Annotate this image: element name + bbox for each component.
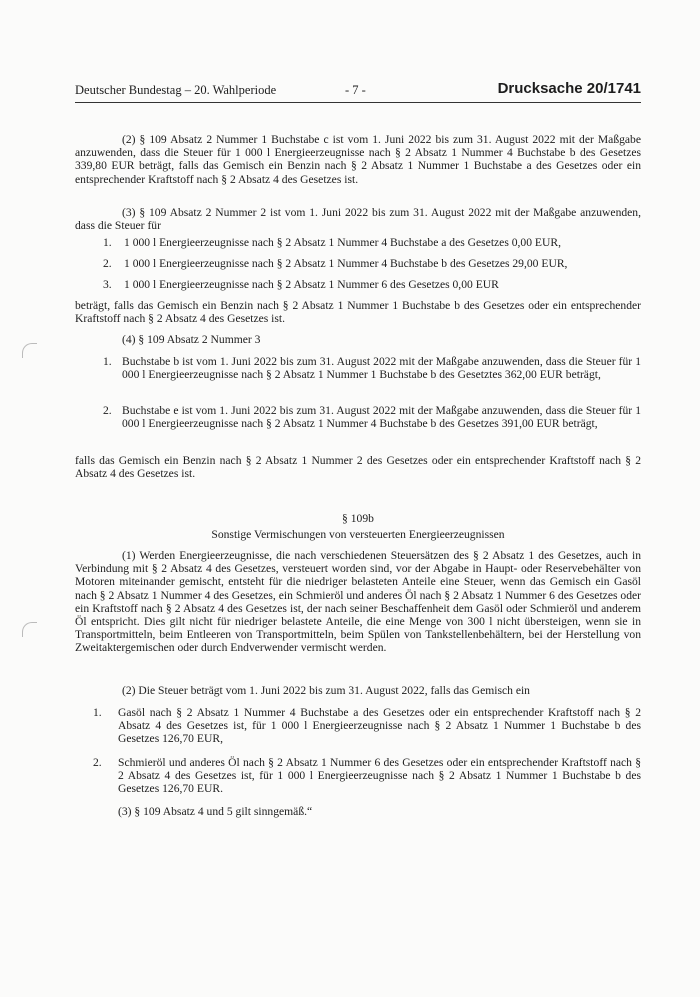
punch-hole-mark xyxy=(22,343,37,358)
paragraph-3-tail: beträgt, falls das Gemisch ein Benzin nach § 2 Absatz 1 Nummer 1 Buchstabe b des Gesetzes oder ein entsprechender Kraftstoff nach § 2 Absatz 4 des Gesetzes ist. xyxy=(75,299,641,326)
punch-hole-mark xyxy=(22,622,37,637)
list-item-number: 1. xyxy=(103,355,112,368)
list-item-number: 3. xyxy=(103,278,112,291)
list-item-number: 2. xyxy=(93,756,102,769)
list-item: Schmieröl und anderes Öl nach § 2 Absatz 1 Nummer 6 des Gesetzes oder ein entsprechender Kraftstoff nach § 2 Absatz 4 des Gesetzes ist, für 1 000 l Energieerzeugnisse nach § 2 Absatz 1 Nummer 1 Buchstabe b des Gesetzes 126,70 EUR. xyxy=(118,756,641,796)
list-item-number: 2. xyxy=(103,257,112,270)
section-number: § 109b xyxy=(342,512,374,525)
section-paragraph-2: (2) Die Steuer beträgt vom 1. Juni 2022 bis zum 31. August 2022, falls das Gemisch ein xyxy=(122,684,530,697)
header-parliament: Deutscher Bundestag – 20. Wahlperiode xyxy=(75,83,277,97)
document-number: Drucksache 20/1741 xyxy=(497,80,641,97)
paragraph-4-tail: falls das Gemisch ein Benzin nach § 2 Absatz 1 Nummer 2 des Gesetzes oder ein entsprechender Kraftstoff nach § 2 Absatz 4 des Gesetzes ist. xyxy=(75,454,641,481)
list-item-number: 1. xyxy=(103,236,112,249)
list-item: Buchstabe e ist vom 1. Juni 2022 bis zum 31. August 2022 mit der Maßgabe anzuwenden, dass die Steuer für 1 000 l Energieerzeugnisse nach § 2 Absatz 1 Nummer 4 Buchstabe b des Gesetzes 391,00 EUR beträgt, xyxy=(122,404,641,431)
page-number: - 7 - xyxy=(345,83,366,97)
paragraph-4: (4) § 109 Absatz 2 Nummer 3 xyxy=(122,333,261,346)
list-item-number: 2. xyxy=(103,404,112,417)
section-title: Sonstige Vermischungen von versteuerten Energieerzeugnissen xyxy=(211,528,505,541)
list-item: 1 000 l Energieerzeugnisse nach § 2 Absatz 1 Nummer 4 Buchstabe a des Gesetzes 0,00 EUR, xyxy=(124,236,562,249)
section-paragraph-1: (1) Werden Energieerzeugnisse, die nach verschiedenen Steuersätzen des § 2 Absatz 1 des Gesetzes, auch in Verbindung mit § 2 Absatz 4 des Gesetzes, versteuert worden sind, vor der Abgabe in Haupt- oder Reservebehälter von Motoren miteinander gemischt, entsteht für die niedriger belasteten Anteile eine Steuer, wenn das Gemisch ein Gasöl nach § 2 Absatz 1 Nummer 4 des Gesetzes, ein Schmieröl und anderes Öl nach § 2 Absatz 1 Nummer 6 des Gesetzes oder ein Kraftstoff nach § 2 Absatz 4 des Gesetzes ist, der nach seiner Beschaffenheit dem Gasöl oder Schmieröl und anderem Öl entspricht. Dies gilt nicht für niedriger belastete Anteile, die eine Menge von 300 l nicht übersteigen, wenn sie in Transportmitteln, beim Entleeren von Transportmitteln, beim Spülen von Tankstellenbehältern, bei der Herstellung von Zweitaktergemischen oder durch Endverwender vermischt werden. xyxy=(75,549,641,655)
section-paragraph-3: (3) § 109 Absatz 4 und 5 gilt sinngemäß.“ xyxy=(118,805,313,818)
paragraph-3: (3) § 109 Absatz 2 Nummer 2 ist vom 1. Juni 2022 bis zum 31. August 2022 mit der Maßgabe anzuwenden, dass die Steuer für xyxy=(75,206,641,233)
list-item: 1 000 l Energieerzeugnisse nach § 2 Absatz 1 Nummer 4 Buchstabe b des Gesetzes 29,00 EUR, xyxy=(124,257,568,270)
paragraph-2: (2) § 109 Absatz 2 Nummer 1 Buchstabe c ist vom 1. Juni 2022 bis zum 31. August 2022 mit der Maßgabe anzuwenden, dass die Steuer für 1 000 l Energieerzeugnisse nach § 2 Absatz 1 Nummer 4 Buchstabe b des Gesetzes 339,80 EUR beträgt, falls das Gemisch ein Benzin nach § 2 Absatz 1 Nummer 1 Buchstabe a des Gesetzes oder ein entsprechender Kraftstoff nach § 2 Absatz 4 des Gesetzes ist. xyxy=(75,133,641,186)
list-item: 1 000 l Energieerzeugnisse nach § 2 Absatz 1 Nummer 6 des Gesetzes 0,00 EUR xyxy=(124,278,499,291)
list-item: Buchstabe b ist vom 1. Juni 2022 bis zum 31. August 2022 mit der Maßgabe anzuwenden, dass die Steuer für 1 000 l Energieerzeugnisse nach § 2 Absatz 1 Nummer 1 Buchstabe b des Gesetztes 362,00 EUR beträgt, xyxy=(122,355,641,382)
list-item: Gasöl nach § 2 Absatz 1 Nummer 4 Buchstabe a des Gesetzes oder ein entsprechender Kraftstoff nach § 2 Absatz 4 des Gesetzes ist, für 1 000 l Energieerzeugnisse nach § 2 Absatz 1 Nummer 1 Buchstabe b des Gesetzes 126,70 EUR, xyxy=(118,706,641,746)
page-header xyxy=(75,80,641,103)
list-item-number: 1. xyxy=(93,706,102,719)
